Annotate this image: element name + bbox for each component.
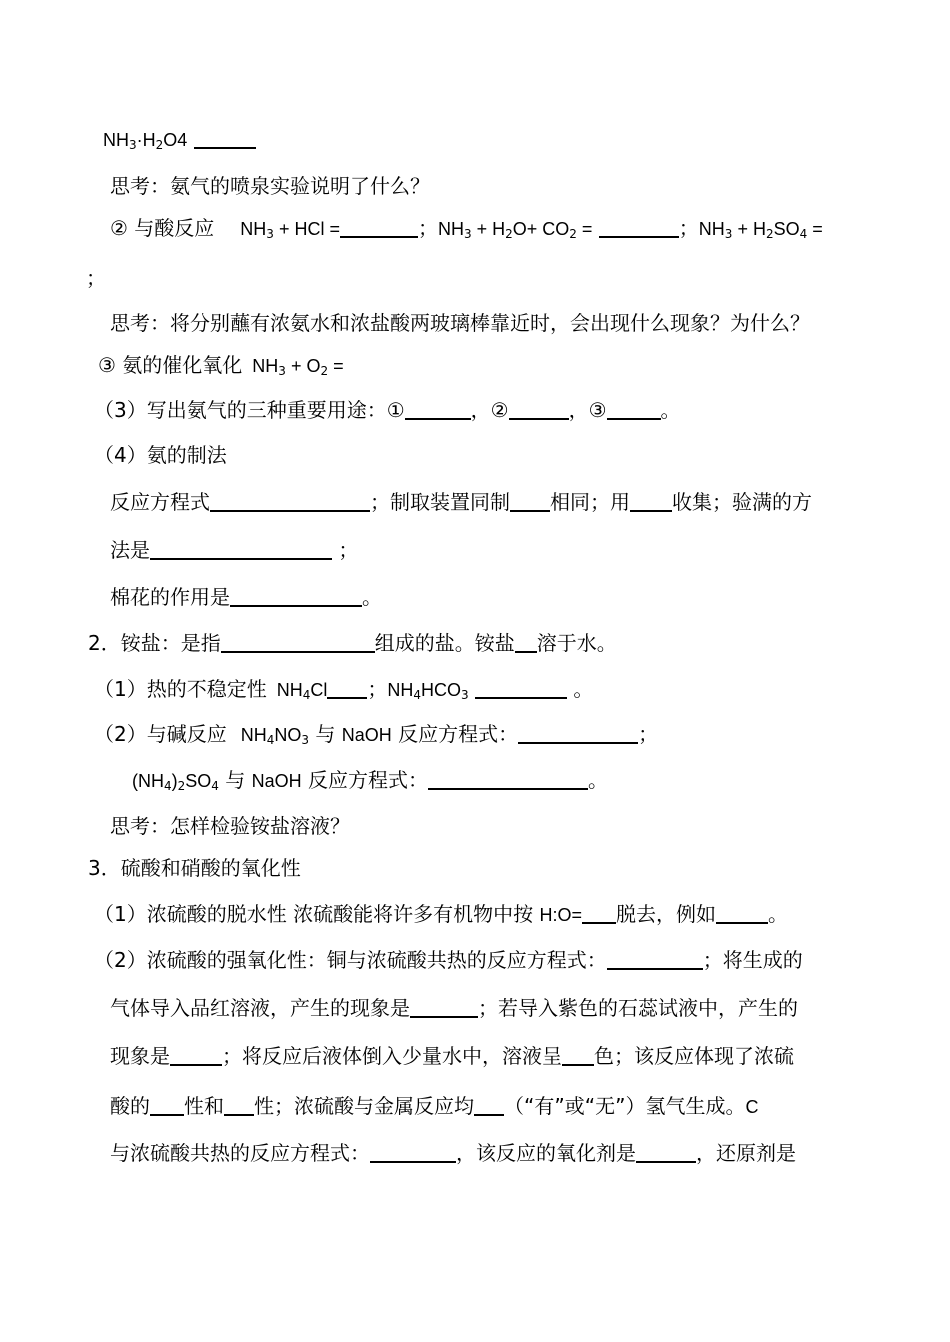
answer-blank[interactable] bbox=[474, 1094, 504, 1116]
answer-blank[interactable] bbox=[327, 677, 367, 699]
text-line: 棉花的作用是 。 bbox=[110, 585, 382, 609]
answer-blank[interactable] bbox=[607, 948, 703, 970]
answer-blank[interactable] bbox=[405, 398, 471, 420]
text-line: 酸的 性和 性；浓硫酸与金属反应均 （“有”或“无”）氢气生成。C bbox=[110, 1094, 759, 1118]
answer-blank[interactable] bbox=[170, 1044, 222, 1066]
answer-blank[interactable] bbox=[582, 902, 616, 924]
answer-blank[interactable] bbox=[210, 490, 370, 512]
answer-blank[interactable] bbox=[340, 216, 418, 238]
text-line: ② 与酸反应 $NH_3$ + HCl = ；$NH_3 + H_2O+ CO_2$ = ；$NH_3 + H_2SO_4$ = bbox=[110, 216, 823, 241]
answer-blank[interactable] bbox=[410, 996, 478, 1018]
answer-blank[interactable] bbox=[630, 490, 672, 512]
section-heading: （4）氨的制法 bbox=[94, 443, 227, 467]
think-question: 思考：怎样检验铵盐溶液？ bbox=[110, 814, 350, 838]
answer-blank[interactable] bbox=[716, 902, 768, 924]
answer-blank[interactable] bbox=[150, 538, 332, 560]
answer-blank[interactable] bbox=[370, 1141, 456, 1163]
answer-blank[interactable] bbox=[562, 1044, 594, 1066]
text-line: $NH_3\cdot H_2O4$ bbox=[103, 127, 256, 152]
answer-blank[interactable] bbox=[150, 1094, 184, 1116]
text-line: 反应方程式 ；制取装置同制 相同；用 收集；验满的方 bbox=[110, 490, 812, 514]
text-line: （1）浓硫酸的脱水性 浓硫酸能将许多有机物中按 H:O= 脱去，例如 。 bbox=[94, 902, 788, 926]
answer-blank[interactable] bbox=[518, 722, 638, 744]
section-heading: 3．硫酸和硝酸的氧化性 bbox=[88, 856, 301, 880]
answer-blank[interactable] bbox=[221, 631, 375, 653]
text-line: （2）与碱反应 $NH_4NO_3$ 与 NaOH 反应方程式： ； bbox=[94, 722, 659, 747]
answer-blank[interactable] bbox=[194, 127, 256, 149]
text-line: 与浓硫酸共热的反应方程式： ，该反应的氧化剂是 ，还原剂是 bbox=[110, 1141, 796, 1165]
text-line: ； bbox=[86, 266, 106, 290]
answer-blank[interactable] bbox=[636, 1141, 696, 1163]
answer-blank[interactable] bbox=[509, 398, 569, 420]
text-line: $(NH_4)_2SO_4$ 与 NaOH 反应方程式： 。 bbox=[132, 768, 609, 793]
text-line: 法是 ； bbox=[110, 538, 359, 562]
think-question: 思考：将分别蘸有浓氨水和浓盐酸两玻璃棒靠近时，会出现什么现象？为什么？ bbox=[110, 311, 810, 335]
text-line: （1）热的不稳定性 $NH_4Cl$ ；$NH_4HCO_3$ 。 bbox=[94, 677, 594, 702]
text-line: （2）浓硫酸的强氧化性：铜与浓硫酸共热的反应方程式： ；将生成的 bbox=[94, 948, 803, 972]
answer-blank[interactable] bbox=[230, 585, 362, 607]
answer-blank[interactable] bbox=[510, 490, 550, 512]
answer-blank[interactable] bbox=[607, 398, 661, 420]
section-heading: 2．铵盐：是指 组成的盐。铵盐 溶于水。 bbox=[88, 631, 617, 655]
answer-blank[interactable] bbox=[428, 768, 588, 790]
answer-blank[interactable] bbox=[599, 216, 679, 238]
text-line: 气体导入品红溶液，产生的现象是 ；若导入紫色的石蕊试液中，产生的 bbox=[110, 996, 798, 1020]
text-line: 现象是 ；将反应后液体倒入少量水中，溶液呈 色；该反应体现了浓硫 bbox=[110, 1044, 794, 1068]
text-line: ③ 氨的催化氧化 $NH_3 + O_2$ = bbox=[98, 353, 344, 378]
think-question: 思考：氨气的喷泉实验说明了什么？ bbox=[110, 174, 430, 198]
text-line: （3）写出氨气的三种重要用途：① ，② ，③ 。 bbox=[94, 398, 681, 422]
answer-blank[interactable] bbox=[224, 1094, 254, 1116]
answer-blank[interactable] bbox=[515, 631, 537, 653]
answer-blank[interactable] bbox=[475, 677, 567, 699]
